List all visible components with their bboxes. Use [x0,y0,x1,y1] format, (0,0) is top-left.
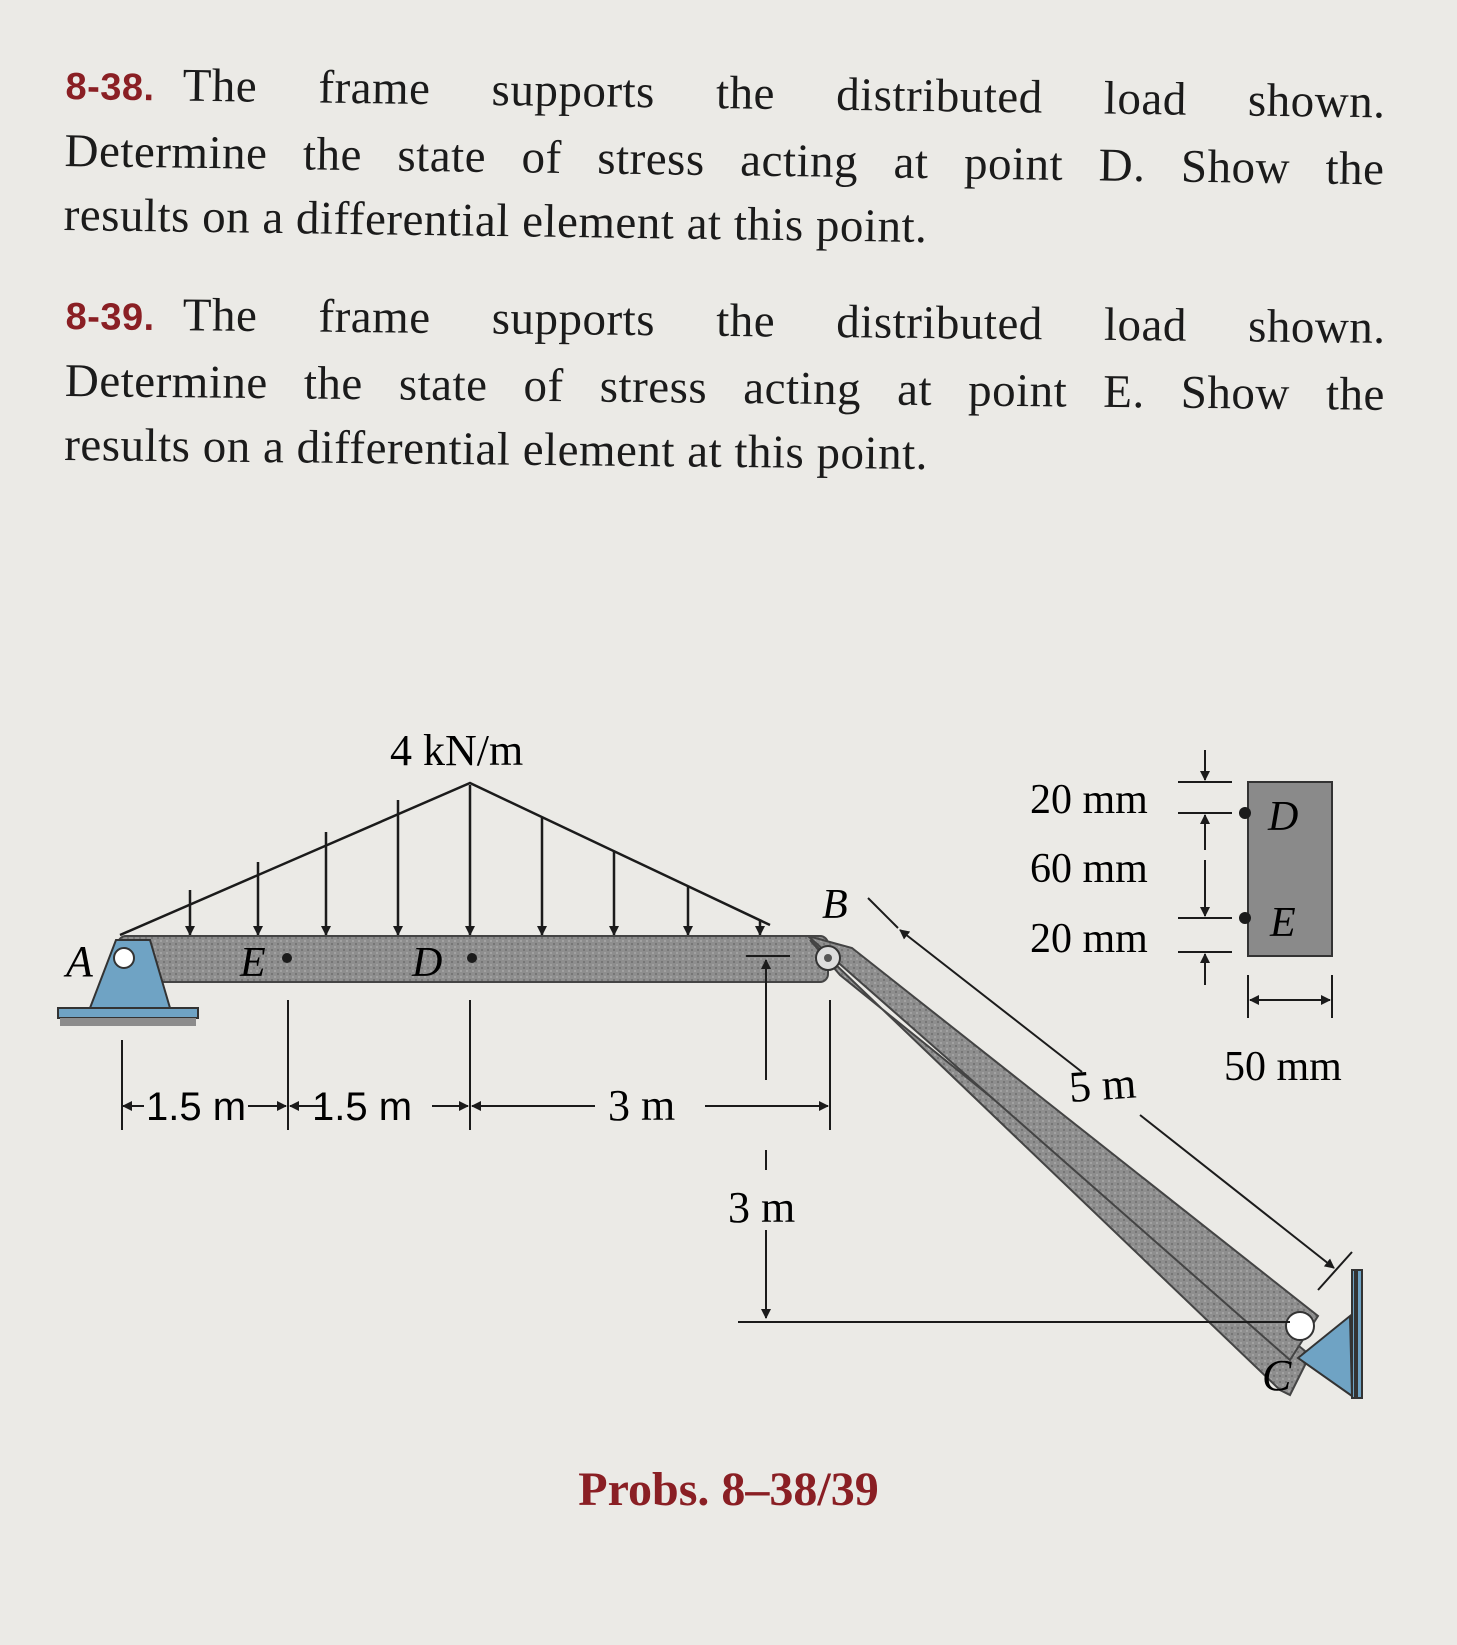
dim-seg2: 1.5 m [312,1085,413,1129]
dim-height: 3 m [728,1183,796,1232]
problem-number: 8-39. [65,295,155,339]
section-dim-width: 50 mm [1224,1044,1342,1090]
load-label: 4 kN/m [390,726,524,775]
figure-caption: Probs. 8–38/39 [578,1463,879,1516]
section-dim-middle: 60 mm [1030,846,1148,892]
section-point-d [1239,807,1251,819]
point-d-marker [467,953,477,963]
distributed-load [120,783,770,935]
point-b-label: B [822,882,848,928]
dim-seg3: 3 m [608,1081,676,1130]
point-e-marker [282,953,292,963]
dim-member-length: 5 m [1067,1058,1138,1112]
section-dim-top: 20 mm [1030,777,1148,823]
section-label-e: E [1270,900,1296,946]
point-a-label: A [66,937,93,986]
problem-text-line-2: Determine the state of stress acting at point E. Show the [64,354,1386,421]
problem-text-line-3: results on a differential element at this point. [64,418,929,481]
section-point-e [1239,912,1251,924]
section-dim-bottom: 20 mm [1030,916,1148,962]
problem-text-line-3: results on a differential element at this point. [63,188,928,254]
point-d-label: D [412,940,443,986]
member-bc [810,940,1310,1395]
problem-text-line-1: The frame supports the distributed load shown. [182,59,1386,129]
problem-text-line-1: The frame supports the distributed load shown. [182,289,1386,354]
problem-text-line-2: Determine the state of stress acting at point D. Show the [64,124,1385,196]
section-label-d: D [1268,794,1299,840]
dim-seg1: 1.5 m [146,1085,247,1129]
point-c-label: C [1262,1351,1292,1400]
point-e-label: E [240,940,266,986]
member-bc-body [808,936,1318,1360]
problem-number: 8-38. [65,65,155,110]
